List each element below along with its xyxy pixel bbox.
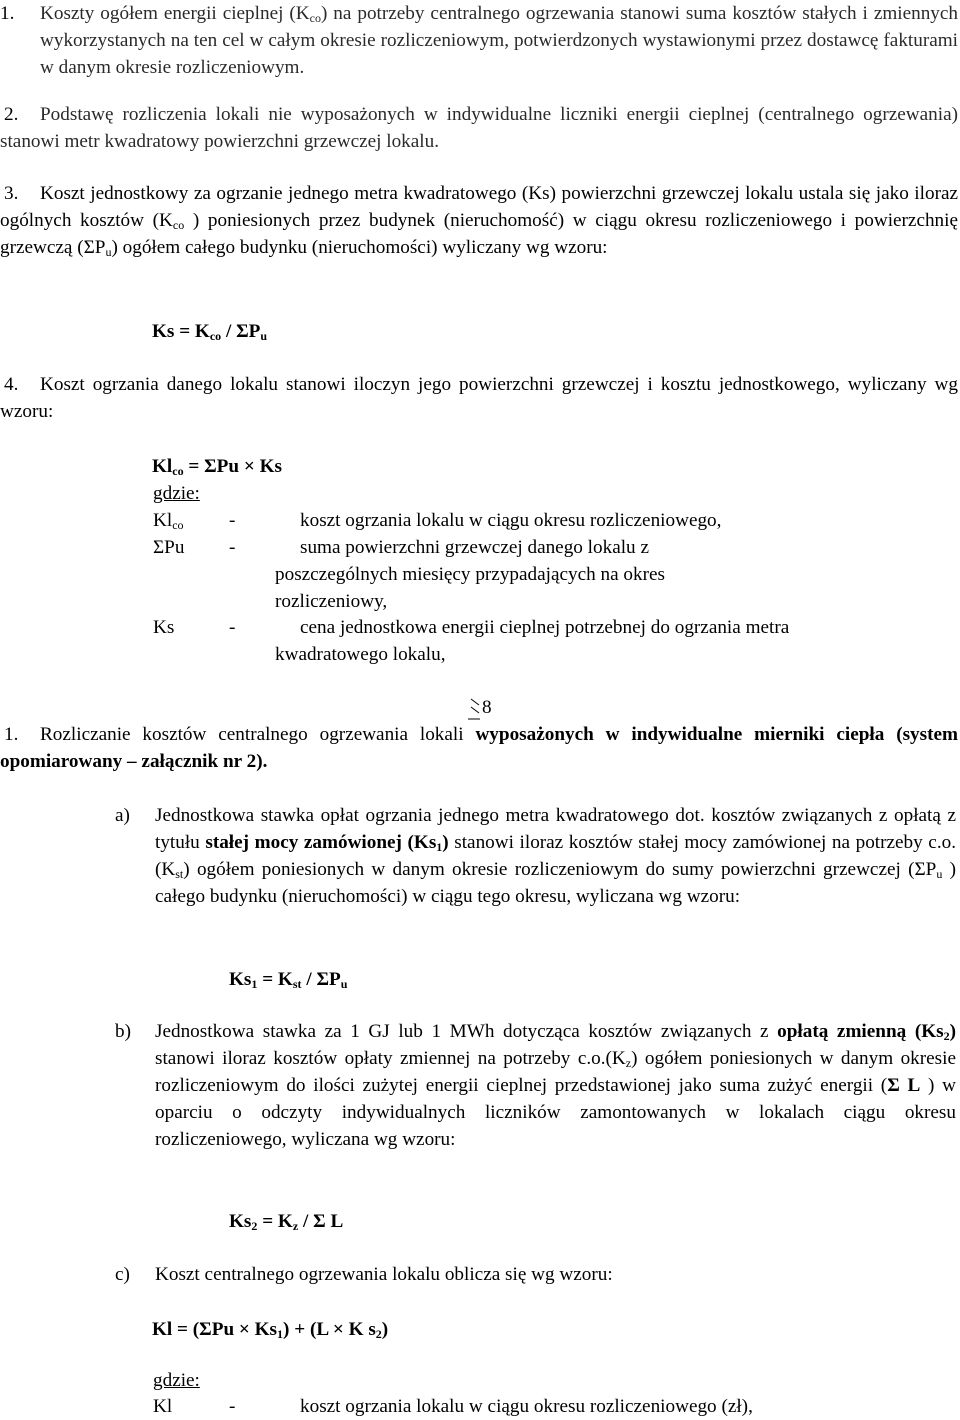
definition-symbol: Ks bbox=[153, 617, 175, 638]
item-text: Koszt centralnego ogrzewania lokalu oblicza się wg wzoru: bbox=[155, 1264, 613, 1285]
definition-text: koszt ogrzania lokalu w ciągu okresu rozliczeniowego, bbox=[300, 510, 722, 531]
definition-dash: - bbox=[229, 537, 236, 558]
definition-symbol: Kl bbox=[153, 1396, 173, 1417]
section-2-heading bbox=[0, 721, 958, 775]
definition-dash: - bbox=[229, 617, 236, 638]
item-a bbox=[115, 802, 956, 910]
item-label: b) bbox=[115, 1021, 131, 1042]
paragraph-text: Podstawę rozliczenia lokali nie wyposażonych w indywidualne liczniki energii cieplnej (centralnego ogrzewania) stanowi metr kwadratowy powierzchni grzewczej lokalu. bbox=[0, 104, 958, 152]
gdzie-label: gdzie: bbox=[153, 483, 200, 504]
definition-text: cena jednostkowa energii cieplnej potrzebnej do ogrzania metra bbox=[300, 617, 790, 638]
item-label: c) bbox=[115, 1264, 130, 1285]
item-label: a) bbox=[115, 805, 130, 826]
paragraph-3 bbox=[0, 180, 958, 261]
definition-continuation: kwadratowego lokalu, bbox=[275, 644, 446, 665]
definition-dash: - bbox=[229, 510, 236, 531]
formula-ks2: $Ks_2 = K_z / \Sigma$ L bbox=[229, 1211, 344, 1233]
item-b bbox=[115, 1018, 956, 1153]
definition-symbol: $Kl_{co}$ bbox=[153, 510, 184, 532]
paragraph-number: 4. bbox=[4, 374, 19, 395]
definition-row bbox=[153, 1393, 953, 1420]
item-text: Jednostkowa stawka opłat ogrzania jednego metra kwadratowego dot. kosztów związanych z opłatą z tytułu stałej mocy zamówionej $(Ks_1)$ stanowi iloraz kosztów stałej mocy zamówionej na potrzeby c.o. $(K_{st})$ ogółem poniesionych w danym okresie rozliczeniowym do sumy powierzchni grzewczej ($\Sigma P_u$ ) całego budynku (nieruchomości) w ciągu tego okresu, wyliczana wg wzoru: bbox=[155, 805, 957, 907]
definition-row bbox=[153, 507, 953, 534]
section-heading-text: Rozliczanie kosztów centralnego ogrzewania lokali wyposażonych w indywidualne mierniki ciepła (system opomiarowany – załącznik nr 2). bbox=[0, 724, 958, 772]
paragraph-text: Koszt jednostkowy za ogrzanie jednego metra kwadratowego (Ks) powierzchni grzewczej lokalu ustala się jako iloraz ogólnych kosztów ($K_{co}$ ) poniesionych przez budynek (nieruchomość) w ciągu okresu rozliczeniowego i powierzchnię grzewczą $(\Sigma P_u)$ ogółem całego budynku (nieruchomości) wyliczany wg wzoru: bbox=[0, 183, 958, 259]
paragraph-text: Koszty ogółem energii cieplnej $(K_{co})$ na potrzeby centralnego ogrzewania stanowi suma kosztów stałych i zmiennych wykorzystanych na ten cel w całym okresie rozliczeniowym, potwierdzonych wystawionymi przez dostawcę fakturami w danym okresie rozliczeniowym. bbox=[40, 3, 959, 78]
paragraph-4 bbox=[0, 371, 958, 425]
formula-kl: $Kl = (\Sigma Pu \times Ks_1) + (L \times K$ $s_2$) bbox=[152, 1319, 389, 1341]
definition-dash: - bbox=[229, 1396, 236, 1417]
paragraph-1 bbox=[0, 0, 958, 81]
definition-continuation: poszczególnych miesięcy przypadających na okres bbox=[275, 564, 665, 585]
paragraph-number: 3. bbox=[4, 183, 19, 204]
gdzie-label-2: gdzie: bbox=[153, 1370, 200, 1391]
definition-text: koszt ogrzania lokalu w ciągu okresu rozliczeniowego (zł), bbox=[300, 1396, 753, 1417]
formula-ks1: $Ks_1 = K_{st} / \Sigma P_u$ bbox=[229, 969, 348, 991]
formula-ks: $Ks = K_{co} / \Sigma P_u$ bbox=[152, 321, 268, 343]
definition-continuation: rozliczeniowy, bbox=[275, 591, 388, 612]
item-text: Jednostkowa stawka za 1 GJ lub 1 MWh dotycząca kosztów związanych z opłatą zmienną $(Ks_2)$ stanowi iloraz kosztów opłaty zmiennej na potrzeby $c.o.(K_z)$ ogółem poniesionych w danym okresie rozliczeniowym do ilości zużytej energii cieplnej przedstawionej jako suma zużyć energii (Σ L ) w oparciu o odczyty indywidualnych liczników zamontowanych w lokalach ciągu okresu rozliczeniowego, wyliczana wg wzoru: bbox=[155, 1021, 956, 1150]
definition-text: suma powierzchni grzewczej danego lokalu z bbox=[300, 537, 649, 558]
formula-klco: $Kl_{co} = \Sigma Pu \times Ks$ bbox=[152, 456, 282, 478]
definition-symbol: ΣPu bbox=[153, 537, 185, 558]
page-number: 8 bbox=[482, 697, 492, 718]
paragraph-text: Koszt ogrzania danego lokalu stanowi iloczyn jego powierzchni grzewczej i kosztu jednostkowego, wyliczany wg wzoru: bbox=[0, 374, 958, 422]
item-c bbox=[115, 1261, 956, 1288]
definition-row bbox=[153, 614, 953, 641]
definition-row bbox=[153, 534, 953, 561]
paragraph-number: 1. bbox=[0, 3, 15, 24]
paragraph-2 bbox=[0, 101, 958, 155]
page-break-marker bbox=[468, 695, 480, 722]
paragraph-number: 2. bbox=[4, 104, 19, 125]
section-number: 1. bbox=[4, 724, 19, 745]
